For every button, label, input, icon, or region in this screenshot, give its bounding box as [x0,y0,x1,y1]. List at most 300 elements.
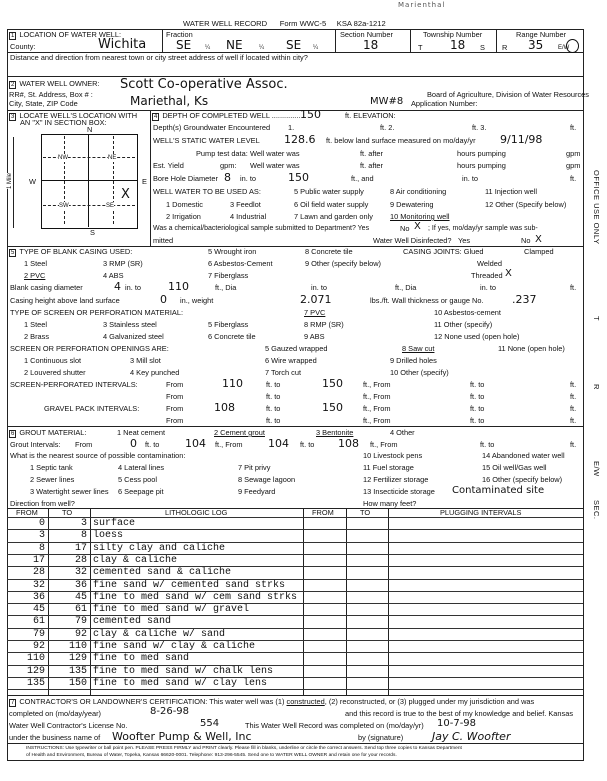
log-from: 61 [32,616,45,628]
range-r: R [502,43,508,52]
grout-ft-from-1: ft., From [215,440,243,449]
use-9: 9 Dewatering [390,200,434,209]
casing-label [9,248,132,257]
range-label: Range Number [516,30,567,39]
log-description: fine sand w/ clay & caliche [93,641,256,652]
thickness-value: .237 [512,293,537,306]
disinfected-no: No [521,236,531,245]
screen-6: 6 Concrete tile [208,332,256,341]
owner-value: Scott Co-operative Assoc. [120,77,288,92]
gpi-ft-from-1: ft., From [363,404,391,413]
contam-4: 4 Lateral lines [118,463,165,472]
contam-10: 10 Livestock pens [363,451,423,460]
use-4: 4 Industrial [230,212,267,221]
gpi-ft-to-1: ft. to [266,404,281,413]
well-water-was-2: Well water was [250,161,300,170]
disinfected-yes: Yes [458,236,471,245]
log-header-to: TO [62,508,73,517]
log-description: fine to med sand [93,653,190,665]
true-statement: and this record is true to the best of my knowledge and belief. Kansas [345,709,574,718]
opening-1: 1 Continuous slot [24,356,82,365]
screen-label: TYPE OF SCREEN OR PERFORATION MATERIAL: [10,308,184,317]
contam-11: 11 Fuel storage [363,463,414,472]
quarter-3: ¼ [313,45,319,51]
log-row [7,554,583,567]
opening-11: 11 None (open hole) [498,344,565,353]
casing-1: 1 Steel [24,259,48,268]
log-row [7,517,583,530]
pump-label: Pump test data: [196,149,248,158]
gpi-ft-from-2: ft., From [363,416,391,425]
log-to: 129 [68,653,87,665]
diameter-ft-dia-2: ft., Dia [395,283,417,292]
casing-4: 4 ABS [103,271,124,280]
diameter-in-to-3: in. to [480,283,497,292]
gpi-from-1: From [166,404,184,413]
log-to: 79 [74,616,87,628]
gpi-to-value: 150 [322,401,343,414]
opening-6: 6 Wire wrapped [265,356,317,365]
contam-16: 16 Other (specify below) [482,475,563,484]
static-after: ft. below land surface measured on mo/day/yr [326,136,476,145]
contam-7: 7 Pit privy [238,463,271,472]
screen-1: 1 Steel [24,320,48,329]
ft-after-1: ft. after [360,149,384,158]
gw-2: ft. 2. [380,123,395,132]
diameter-value: 4 [114,280,121,293]
chem-no-mark: X [414,221,421,232]
log-row [7,652,583,665]
stamp-note: Marienthal [398,1,446,9]
fraction-label: Fraction [166,30,193,39]
range-ew: E/W [558,45,570,51]
use-label: WELL WATER TO BE USED AS: [153,187,261,196]
height-value: 0 [160,293,167,306]
log-to: 150 [68,677,87,689]
elevation-label: ft. ELEVATION: [345,111,396,120]
section-number: 6 [11,431,15,437]
joints-welded: Welded [477,259,502,268]
certification-line-1 [9,698,534,707]
diameter-label: Blank casing diameter [10,283,83,292]
depth-label: 4 DEPTH OF COMPLETED WELL .............. [154,111,301,120]
compass-s: S [90,228,95,237]
log-description: clay & caliche w/ sand [93,628,226,640]
township-value: 18 [450,38,466,52]
log-header-plugging: PLUGGING INTERVALS [440,508,522,517]
log-to: 17 [74,542,87,554]
gpi-ft-2: ft. [570,416,577,425]
completed-date: 8-26-98 [150,706,190,717]
chem-label: Was a chemical/bacteriological sample submitted to Department? Yes [153,225,370,232]
section-number: 5 [11,250,15,256]
fraction-1: SE [176,38,192,52]
record-completed-label: This Water Well Record was completed on (mo/day/yr) [245,721,424,730]
static-date: 9/11/98 [500,133,543,146]
log-header-from-2: FROM [312,508,334,517]
county-value: Wichita [98,37,147,52]
screen-7-selected: 7 PVC [304,308,326,317]
log-to: 3 [80,518,87,529]
quarter-2: ¼ [259,45,265,51]
log-to: 32 [74,567,87,579]
form-title-text: WATER WELL RECORD [183,19,268,28]
west-circle-mark [566,39,579,53]
bore-ft-and: ft., and [351,174,374,183]
log-row [7,542,583,555]
casing-8: 8 Concrete tile [305,247,353,256]
grout-ft: ft. [570,440,577,449]
grout-from-1-value: 0 [130,437,137,450]
weight-label: in., weight [180,296,214,305]
city-label: City, State, ZIP Code [9,99,78,108]
record-completed-date: 10-7-98 [437,718,477,729]
bore-in-to: in. to [240,174,257,183]
feet-label: How many feet? [363,499,417,508]
contam-15: 15 Oil well/Gas well [482,463,547,472]
city-value: Mariethal, Ks [130,94,209,108]
use-3: 3 Feedlot [230,200,261,209]
compass-e: E [142,177,147,186]
log-row [7,677,583,690]
contam-6: 6 Seepage pit [118,487,164,496]
section-number-value: 18 [363,38,379,52]
log-from: 129 [26,665,45,677]
diameter-to-value: 110 [168,280,189,293]
contam-2: 2 Sewer lines [30,475,75,484]
log-row [7,628,583,641]
gpm-2: gpm [566,161,581,170]
contam-8: 8 Sewage lagoon [238,475,296,484]
use-11: 11 Injection well [485,187,538,196]
use-10-selected: 10 Monitoring well [390,212,450,221]
log-description: loess [93,530,124,542]
log-to: 36 [74,579,87,591]
direction-label: Direction from well? [10,499,75,508]
hours-1: hours pumping [457,149,506,158]
bore-ft: ft. [570,174,577,183]
use-7: 7 Lawn and garden only [294,212,373,221]
opening-4: 4 Key punched [130,368,180,377]
contam-1: 1 Septic tank [30,463,73,472]
grout-ft-from-2: ft., From [370,440,398,449]
grout-ft-to-1: ft. to [145,440,160,449]
grout-2-selected: 2 Cement grout [214,428,265,437]
township-t: T [418,43,423,52]
log-header-to-2: TO [360,508,371,517]
log-from: 45 [32,604,45,616]
section-number: 3 [11,114,15,120]
office-ew-label: E/W [592,461,601,477]
gw-ft: ft. [570,123,577,132]
location-mark: X [121,187,130,202]
static-label: WELL'S STATIC WATER LEVEL [153,136,260,145]
log-from: 135 [26,677,45,689]
township-label: Township Number [423,30,483,39]
form-title [183,20,386,28]
distance-label: Distance and direction from nearest town or city street address of well if located within city? [10,53,308,62]
log-header-from: FROM [16,508,38,517]
log-description: fine to med sand w/ clay lens [93,677,268,689]
thickness-label: lbs./ft. Wall thickness or gauge No. [370,296,484,305]
grout-label [9,429,86,438]
opening-7: 7 Torch cut [265,368,302,377]
quadrant-ne: NE [108,155,117,161]
spi-from-1: From [166,380,184,389]
spi-ft-from-2: ft., From [363,392,391,401]
opening-5: 5 Gauzed wrapped [265,344,328,353]
log-row [7,603,583,616]
ksa-ref: KSA 82a-1212 [336,19,386,28]
log-from: 0 [38,518,45,529]
signature: Jay C. Woofter [432,730,511,743]
locate-label-1: LOCATE WELL'S LOCATION WITH [19,111,138,120]
grout-3-selected: 3 Bentonite [316,428,354,437]
grout-ft-to-2: ft. to [300,440,315,449]
log-row [7,529,583,542]
quadrant-se: SE [106,203,115,209]
grout-to-1-value: 104 [185,437,206,450]
quadrant-sw: SW [59,203,69,209]
opening-8-selected: 8 Saw cut [402,344,435,353]
joints-clamped: Clamped [524,247,554,256]
diameter-ft: ft. [570,283,577,292]
compass-w: W [29,177,36,186]
diameter-in-to-2: in. to [311,283,328,292]
county-label: County: [10,42,36,51]
log-from: 32 [32,579,45,591]
log-description: fine to med sand w/ gravel [93,604,250,616]
log-description: fine to med sand w/ chalk lens [93,665,274,677]
spi-to-value: 150 [322,377,343,390]
mitted-label: mitted [153,236,174,245]
spi-ft-to-3: ft. to [266,392,281,401]
log-from: 36 [32,591,45,603]
log-from: 110 [26,653,45,665]
opening-2: 2 Louvered shutter [24,368,86,377]
use-12: 12 Other (Specify below) [485,200,567,209]
log-to: 8 [80,530,87,542]
chem-no: No [400,224,410,233]
grout-to-2-value: 108 [338,437,359,450]
grout-1: 1 Neat cement [117,428,166,437]
contam-13: 13 Insecticide storage [363,487,435,496]
use-8: 8 Air conditioning [390,187,447,196]
use-2: 2 Irrigation [166,212,201,221]
opening-3: 3 Mill slot [130,356,161,365]
log-to: 45 [74,591,87,603]
contam-5: 5 Cess pool [118,475,158,484]
well-water-was-1: Well water was [250,149,300,158]
mile-label: 1 Mile [7,172,14,190]
log-description: surface [93,518,136,529]
gpi-from-value: 108 [214,401,235,414]
application-label: Application Number: [411,99,478,108]
office-t-label: T [592,316,601,322]
section-number: 2 [11,82,15,88]
disinfected-label: Water Well Disinfected? [373,236,452,245]
screen-12: 12 None used (open hole) [434,332,520,341]
yield-label: Est. Yield [153,161,184,170]
screen-8: 8 RMP (SR) [304,320,344,329]
log-row [7,579,583,592]
use-1: 1 Domestic [166,200,203,209]
log-from: 3 [38,530,45,542]
casing-3: 3 RMP (SR) [103,259,143,268]
log-description: cemented sand & caliche [93,567,232,579]
joints-glued: CASING JOINTS: Glued [403,247,484,256]
spi-ft-from-1: ft., From [363,380,391,389]
township-s: S [480,43,485,52]
gpi-label: GRAVEL PACK INTERVALS: [44,404,140,413]
quarter-1: ¼ [205,45,211,51]
disinfected-no-mark: X [535,234,542,245]
certification-text-2: , (2) reconstructed, or (3) plugged under my jurisdiction and was [324,697,535,706]
log-from: 92 [32,641,45,652]
screen-2: 2 Brass [24,332,50,341]
log-to: 28 [74,554,87,566]
grout-intervals-label: Grout Intervals: [10,440,61,449]
bore-to-value: 150 [288,171,309,184]
log-description: fine sand w/ cemented sand strks [93,579,286,591]
log-to: 61 [74,604,87,616]
use-6: 6 Oil field water supply [294,200,369,209]
certification-text: CONTRACTOR'S OR LANDOWNER'S CERTIFICATION: This water well was (1) [19,697,285,706]
grout-label-text: GROUT MATERIAL: [19,428,87,437]
casing-2-selected: 2 PVC [24,271,46,280]
bore-label: Bore Hole Diameter [153,174,218,183]
threaded-mark: X [505,268,512,279]
hours-2: hours pumping [457,161,506,170]
spi-ft-2: ft. [570,392,577,401]
screen-10: 10 Asbestos-cement [434,308,501,317]
fraction-3: SE [286,38,302,52]
instructions-2: of Health and Environment, Bureau of Water, Topeka, Kansas 66620-0001. Telephone: 913-296-5545. Send one to WATER WELL OWNER and retain one for your records. [26,753,397,758]
spi-ft: ft. [570,380,577,389]
contam-9: 9 Feedyard [238,487,276,496]
owner-label [9,80,100,89]
log-description: cemented sand [93,616,172,628]
log-from: 8 [38,542,45,554]
casing-7: 7 Fiberglass [208,271,249,280]
location-label: LOCATION OF WATER WELL: [19,30,122,39]
contam-other-value: Contaminated site [452,485,545,496]
chem-after: ; If yes, mo/day/yr sample was sub- [428,225,538,232]
openings-label: SCREEN OR PERFORATION OPENINGS ARE: [10,344,169,353]
grout-4: 4 Other [390,428,415,437]
fraction-2: NE [226,38,243,52]
log-row [7,566,583,579]
gpi-ft: ft. [570,404,577,413]
log-row [7,615,583,628]
completed-label: completed on (mo/day/year) [9,709,102,718]
log-row [7,665,583,678]
contam-3: 3 Watertight sewer lines [30,487,109,496]
log-description: clay & caliche [93,554,178,566]
section-number-label: Section Number [340,30,393,39]
log-to: 135 [68,665,87,677]
height-label: Casing height above land surface [10,296,120,305]
business-name: Woofter Pump & Well, Inc [112,730,252,743]
range-value: 35 [528,38,544,52]
gpi-ft-to-2: ft. to [470,404,485,413]
depth-label-text: DEPTH OF COMPLETED WELL [162,111,270,120]
log-from: 17 [32,554,45,566]
use-5: 5 Public water supply [294,187,364,196]
grout-ft-to-3: ft. to [480,440,495,449]
log-to: 92 [74,628,87,640]
screen-4: 4 Galvanized steel [103,332,164,341]
business-label: under the business name of [9,733,101,742]
groundwater-label: Depth(s) Groundwater Encountered [153,123,271,132]
grout-from-2-value: 104 [268,437,289,450]
joints-threaded: Threaded [471,271,503,280]
gw-3: ft. 3. [472,123,487,132]
screen-9: 9 ABS [304,332,325,341]
office-r-label: R [592,384,601,390]
ft-after-2: ft. after [360,161,384,170]
screen-3: 3 Stainless steel [103,320,157,329]
log-header-lithologic: LITHOLOGIC LOG [165,508,228,517]
log-to: 110 [68,641,87,652]
spi-ft-to-1: ft. to [266,380,281,389]
compass-n: N [87,125,93,134]
owner-label-text: WATER WELL OWNER: [19,79,100,88]
diameter-ft-dia: ft., Dia [215,283,237,292]
diameter-in-to: in. to [125,283,142,292]
section-box [41,134,138,229]
instructions-1: INSTRUCTIONS: Use typewriter or ball point pen. PLEASE PRESS FIRMLY and PRINT clearly. Please fill in blanks, underline or circle the correct answers. Send top three copies to Kansas Department [26,746,462,751]
spi-ft-to-2: ft. to [470,380,485,389]
office-use-label: OFFICE USE ONLY [592,170,601,245]
form-number: Form WWC-5 [279,19,327,28]
casing-9: 9 Other (specify below) [305,259,381,268]
signature-label: by (signature) [358,733,404,742]
gpi-ft-to-3: ft. to [266,416,281,425]
section-number: 1 [11,33,15,39]
constructed-selected: constructed [286,697,325,706]
log-from: 28 [32,567,45,579]
opening-10: 10 Other (specify) [390,368,449,377]
gpi-from-2: From [166,416,184,425]
bore-value: 8 [224,171,231,184]
casing-label-text: TYPE OF BLANK CASING USED: [19,247,133,256]
gpm-1: gpm [566,149,581,158]
gpi-ft-to-4: ft. to [470,416,485,425]
spi-label: SCREEN-PERFORATED INTERVALS: [10,380,138,389]
screen-5: 5 Fiberglass [208,320,249,329]
gw-1: 1. [288,123,295,132]
log-row [7,591,583,604]
casing-5: 5 Wrought iron [208,247,257,256]
log-description: fine to med sand w/ cem sand strks [93,591,298,603]
screen-11: 11 Other (specify) [434,320,493,329]
quadrant-nw: NW [58,155,68,161]
gpm-colon: gpm: [220,161,237,170]
casing-6: 6 Asbestos-Cement [208,259,273,268]
section-number: 4 [154,114,158,120]
contam-14: 14 Abandoned water well [482,451,565,460]
contamination-label: What is the nearest source of possible contamination: [10,451,186,460]
grout-from-1: From [75,440,93,449]
section-number: 7 [11,700,15,706]
mw-number: MW#8 [370,96,404,107]
board-label: Board of Agriculture, Division of Water Resources [427,90,589,99]
static-value: 128.6 [284,133,316,146]
contam-12: 12 Fertilizer storage [363,475,429,484]
bore-in-to-2: in. to [462,174,479,183]
depth-value: 150 [300,108,321,121]
